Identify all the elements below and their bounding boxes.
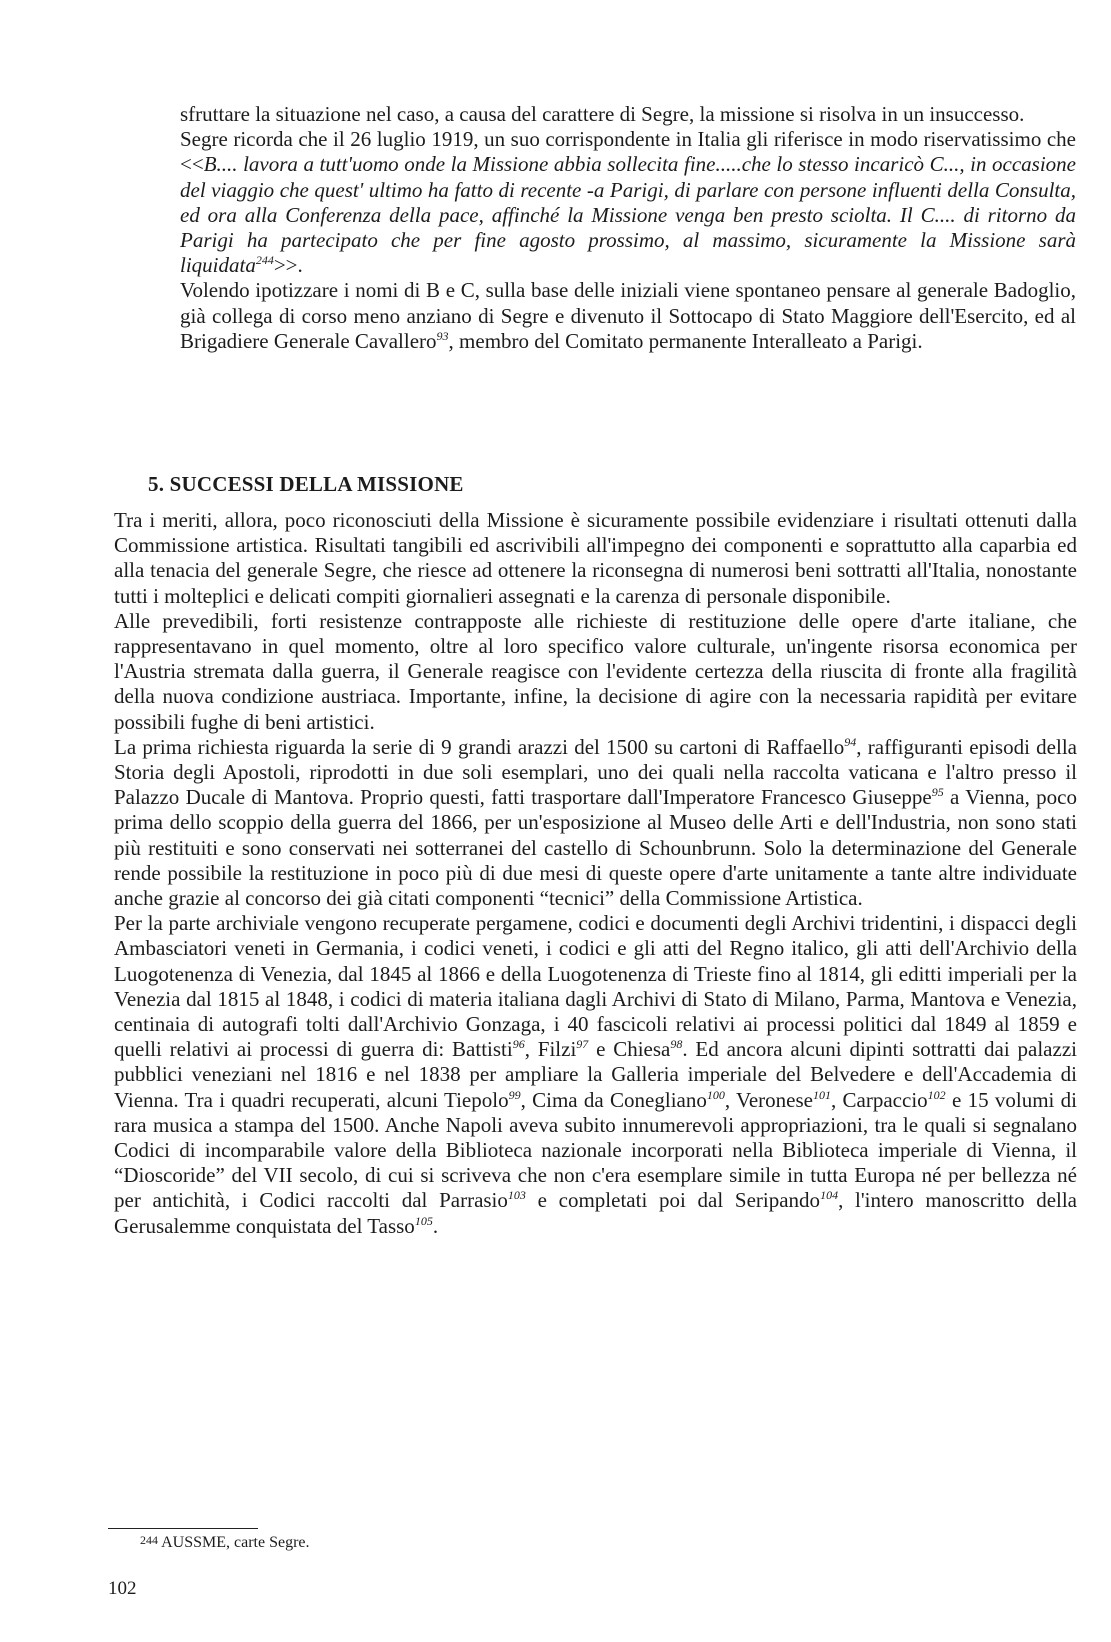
text-run: La prima richiesta riguarda la serie di 9 grandi arazzi del 1500 su cartoni di Raffaello [114, 734, 845, 759]
main-text-block [114, 508, 1077, 1239]
footnote [140, 1534, 310, 1552]
text-run: , Veronese [724, 1087, 813, 1112]
footnote-number: 244 [140, 1533, 158, 1547]
top-text-block [180, 102, 1076, 354]
text-run: , Filzi [524, 1037, 577, 1062]
footnote-ref: 99 [508, 1087, 521, 1102]
section-heading: 5. SUCCESSI DELLA MISSIONE [148, 472, 464, 496]
paragraph [114, 508, 1077, 609]
text-run: , Cima da Conegliano [520, 1087, 707, 1112]
text-run: . [432, 1213, 439, 1238]
footnote-ref: 98 [670, 1037, 683, 1052]
footnote-text: AUSSME, carte Segre. [158, 1534, 310, 1551]
text-run: Tra i meriti, allora, poco riconosciuti della Missione è sicuramente possibile evidenziare i risultati ottenuti dalla Commissione artistica. Risultati tangibili ed ascrivibili all'impegno dei componenti e soprattutto alla caparbia ed alla tenacia del generale Segre, che riesce ad ottenere la riconsegna di numerosi beni sottratti all'Italia, nonostante tutti i molteplici e delicati compiti giornalieri assegnati e la carenza di personale disponibile. [114, 508, 1077, 608]
quoted-text: B.... lavora a tutt'uomo onde la Missione abbia sollecita fine.....che lo stesso incaricò C..., in occasione del viaggio che quest' ultimo ha fatto di recente -a Parigi, di parlare con persone influenti della Consulta, ed ora alla Conferenza della pace, affinché la Missione venga ben presto sciolta. Il C.... di ritorno da Parigi ha partecipato che per fine agosto prossimo, al massimo, sicuramente la Missione sarà liquidata [180, 152, 1076, 278]
paragraph [114, 609, 1077, 735]
footnote-ref: 100 [706, 1087, 725, 1102]
footnote-ref: 105 [414, 1213, 433, 1228]
paragraph [180, 127, 1076, 278]
text-run: , membro del Comitato permanente Interalleato a Parigi. [448, 328, 923, 353]
text-run: e completati poi dal Seripando [525, 1188, 821, 1213]
footnote-ref: 94 [844, 734, 857, 749]
footnote-ref: 95 [931, 785, 944, 800]
text-run: , l'intero manoscritto della Gerusalemme conquistata del Tasso [114, 1188, 1078, 1238]
footnote-ref: 101 [813, 1087, 831, 1102]
paragraph [180, 102, 1076, 127]
paragraph [114, 735, 1077, 911]
text-run: a Vienna, poco prima dello scoppio della guerra del 1866, per un'esposizione al Museo delle Arti e dell'Industria, non sono stati più restituiti e sono conservati nei sotterranei del castello di Schounbrunn. Solo la determinazione del Generale rende possibile la restituzione in poco più di due mesi di queste opere d'arte unitamente a tante altre individuate anche grazie al concorso dei già citati componenti “tecnici” della Commissione Artistica. [114, 785, 1077, 911]
footnote-ref: 104 [820, 1188, 839, 1203]
text-run: >>. [273, 253, 303, 278]
footnote-ref: 244 [255, 253, 274, 268]
footnote-divider [108, 1528, 258, 1529]
footnote-ref: 97 [576, 1037, 589, 1052]
paragraph [180, 278, 1076, 354]
footnote-ref: 96 [512, 1037, 525, 1052]
text-run: e 15 volumi di rara musica a stampa del 1500. Anche Napoli aveva subito innumerevoli appropriazioni, tra le quali si segnalano Codici di incomparabile valore della Biblioteca nazionale incorporati nella Biblioteca imperiale di Vienna, il “Dioscoride” del VII secolo, di cui si scriveva che non c'era esemplare simile in tutta Europa né per bellezza né per antichità, i Codici raccolti dal Parrasio [114, 1087, 1077, 1213]
paragraph [114, 911, 1077, 1239]
text-run: sfruttare la situazione nel caso, a causa del carattere di Segre, la missione si risolva in un insuccesso. [180, 102, 1025, 126]
text-run: , raffiguranti episodi della Storia degli Apostoli, riprodotti in due soli esemplari, uno dei quali nella raccolta vaticana e l'altro presso il Palazzo Ducale di Mantova. Proprio questi, fatti trasportare dall'Imperatore Francesco Giuseppe [114, 734, 1077, 810]
page-number: 102 [108, 1578, 137, 1599]
text-run: Volendo ipotizzare i nomi di B e C, sulla base delle iniziali viene spontaneo pensare al generale Badoglio, già collega di corso meno anziano di Segre e divenuto il Sottocapo di Stato Maggiore dell'Esercito, ed al Brigadiere Generale Cavallero [180, 278, 1076, 353]
footnote-ref: 102 [927, 1087, 946, 1102]
text-run: Alle prevedibili, forti resistenze contrapposte alle richieste di restituzione delle opere d'arte italiane, che rappresentavano in quel momento, oltre al loro specifico valore culturale, un'ingente risorsa economica per l'Austria stremata dalla guerra, il Generale reagisce con l'evidente certezza della riuscita di fronte alla fragilità della nuova condizione austriaca. Importante, infine, la decisione di agire con la necessaria rapidità per evitare possibili fughe di beni artistici. [114, 608, 1077, 734]
text-run: . Ed ancora alcuni dipinti sottratti dai palazzi pubblici veneziani nel 1816 e nel 1838 per ampliare la Galleria imperiale del Belvedere e dell'Accademia di Vienna. Tra i quadri recuperati, alcuni Tiepolo [114, 1037, 1077, 1112]
text-run: Segre ricorda che il 26 luglio 1919, un suo corrispondente in Italia gli riferisce in modo riservatissimo che << [180, 127, 1076, 177]
text-run: Per la parte archiviale vengono recuperate pergamene, codici e documenti degli Archivi tridentini, i dispacci degli Ambasciatori veneti in Germania, i codici veneti, i codici e gli atti del Regno italico, gli atti dell'Archivio della Luogotenenza di Venezia, dal 1845 al 1866 e della Luogotenenza di Trieste fino al 1814, gli editti imperiali per la Venezia dal 1815 al 1848, i codici di materia italiana dagli Archivi di Stato di Milano, Parma, Mantova e Venezia, centinaia di autografi tolti dall'Archivio Gonzaga, i 40 fascicoli relativi ai processi politici dal 1849 al 1859 e quelli relativi ai processi di guerra di: Battisti [114, 911, 1077, 1062]
text-run: , Carpaccio [831, 1087, 928, 1112]
footnote-ref: 93 [436, 328, 449, 343]
footnote-ref: 103 [507, 1188, 526, 1203]
text-run: e Chiesa [588, 1037, 671, 1062]
